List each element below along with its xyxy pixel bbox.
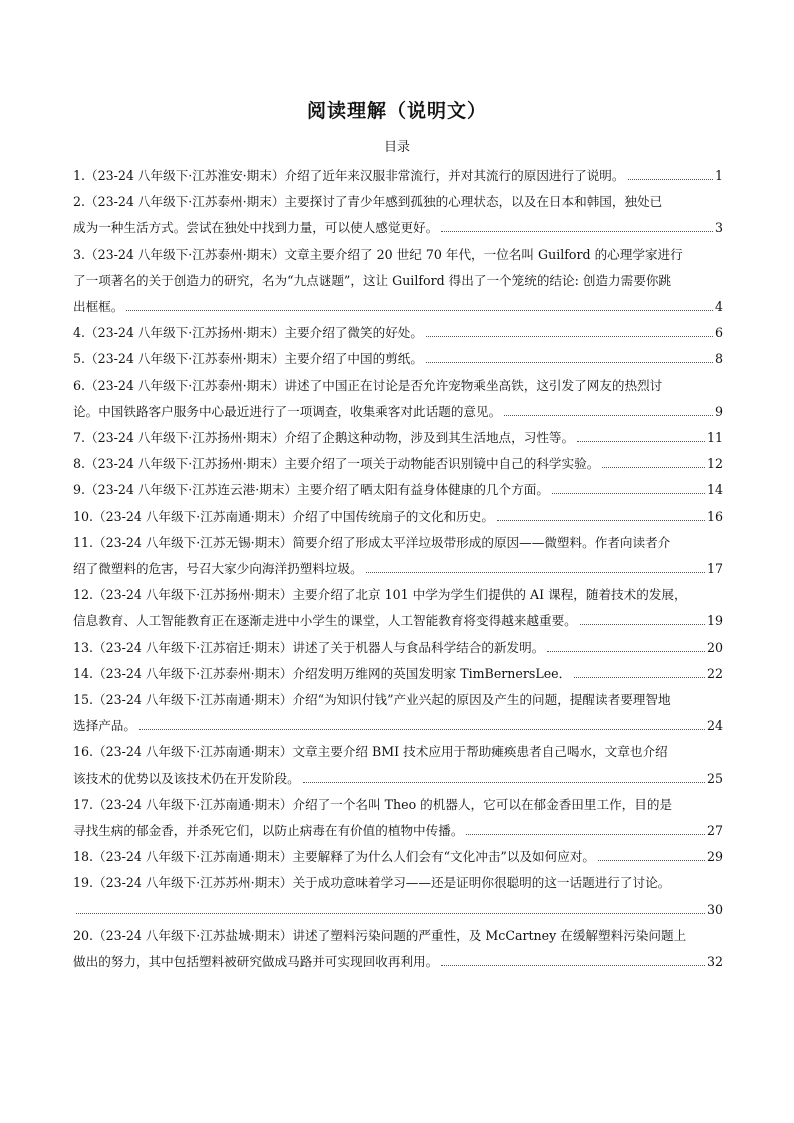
toc-entry-text: 12.（23-24 八年级下·江苏扬州·期末）主要介绍了北京 101 中学为学生们提供的 AI 课程，随着技术的发展， xyxy=(73,587,687,603)
toc-entry-line xyxy=(73,923,723,949)
toc-entry-text: 13.（23-24 八年级下·江苏宿迁·期末）讲述了关于机器人与食品科学结合的新发明。 xyxy=(73,639,545,655)
toc-entry-text: 做出的努力，其中包括塑料被研究做成马路并可实现回收再利用。 xyxy=(73,954,439,970)
page-title: 阅读理解（说明文） xyxy=(306,100,487,122)
toc-entry-line xyxy=(73,687,723,713)
toc-page-number: 24 xyxy=(706,718,723,734)
toc-entry[interactable] xyxy=(73,844,723,870)
dot-leader xyxy=(366,572,705,573)
toc-entry-text: 绍了微塑料的危害，号召大家少向海洋扔塑料垃圾。 xyxy=(73,561,363,577)
toc-page-number: 16 xyxy=(706,508,723,524)
toc-entry-line xyxy=(73,635,723,661)
toc-entry-line xyxy=(73,530,723,556)
toc-entry-text: 1.（23-24 八年级下·江苏淮安·期末）介绍了近年来汉服非常流行，并对其流行的原因进行了说明。 xyxy=(73,168,625,183)
toc-entry-text: 9.（23-24 八年级下·江苏连云港·期末）主要介绍了晒太阳有益身体健康的几个方面。 xyxy=(73,482,549,498)
toc-entry-line xyxy=(73,582,723,608)
toc-heading: 目录 xyxy=(383,140,410,155)
dot-leader xyxy=(426,336,713,337)
toc-entry[interactable] xyxy=(73,530,723,582)
toc-page-number: 3 xyxy=(714,220,723,236)
toc-entry-line xyxy=(73,451,723,477)
toc-entry-line xyxy=(73,556,723,582)
toc-entry-line xyxy=(73,949,723,975)
toc-entry-line xyxy=(73,844,723,870)
toc-entry[interactable] xyxy=(73,504,723,530)
toc-entry-line xyxy=(73,294,723,320)
toc-entry-text: 17.（23-24 八年级下·江苏南通·期末）介绍了一个名叫 Theo 的机器人，它可以在郁金香田里工作，目的是 xyxy=(73,796,673,812)
toc-page-number: 19 xyxy=(706,613,723,629)
dot-leader xyxy=(76,913,705,914)
toc-entry-text: 成为一种生活方式。尝试在独处中找到力量，可以使人感觉更好。 xyxy=(73,220,439,236)
toc-entry-line xyxy=(73,189,723,215)
toc-entry-line xyxy=(73,215,723,241)
toc-entry-text: 了一项著名的关于创造力的研究，名为“九点谜题”，这让 Guilford 得出了一个笼统的结论: 创造力需要你跳 xyxy=(73,272,672,288)
toc-entry-text: 20.（23-24 八年级下·江苏盐城·期末）讲述了塑料污染问题的严重性，及 McCartney 在缓解塑料污染问题上 xyxy=(73,927,687,943)
toc-page-number: 30 xyxy=(706,901,723,917)
toc-entry-line xyxy=(73,792,723,818)
toc-entry-line xyxy=(73,897,723,923)
toc-entry-text: 18.（23-24 八年级下·江苏南通·期末）主要解释了为什么人们会有“文化冲击”以及如何应对。 xyxy=(73,849,596,865)
toc-entry-line xyxy=(73,870,723,896)
toc-entry-text: 该技术的优势以及该技术仍在开发阶段。 xyxy=(73,770,300,786)
dot-leader xyxy=(441,231,713,232)
table-of-contents xyxy=(73,163,723,975)
toc-entry-text: 19.（23-24 八年级下·江苏苏州·期末）关于成功意味着学习——还是证明你很聪明的这一话题进行了讨论。 xyxy=(73,875,671,891)
toc-entry-text: 3.（23-24 八年级下·江苏泰州·期末）文章主要介绍了 20 世纪 70 年代，一位名叫 Guilford 的心理学家进行 xyxy=(73,246,683,262)
toc-entry[interactable] xyxy=(73,923,723,975)
dot-leader xyxy=(602,467,705,468)
toc-entry[interactable] xyxy=(73,687,723,739)
toc-entry-line xyxy=(73,242,723,268)
toc-entry-line xyxy=(73,373,723,399)
dot-leader xyxy=(628,179,713,180)
toc-entry[interactable] xyxy=(73,451,723,477)
dot-leader xyxy=(574,677,705,678)
toc-entry-text: 寻找生病的郁金香，并杀死它们，以防止病毒在有价值的植物中传播。 xyxy=(73,823,464,839)
toc-page-number: 6 xyxy=(714,325,723,341)
toc-page-number: 22 xyxy=(706,665,723,681)
toc-page-number: 4 xyxy=(714,299,723,315)
toc-entry-text: 10.（23-24 八年级下·江苏南通·期末）介绍了中国传统扇子的文化和历史。 xyxy=(73,508,494,524)
toc-entry[interactable] xyxy=(73,373,723,425)
toc-page-number: 32 xyxy=(706,954,723,970)
dot-leader xyxy=(497,520,705,521)
toc-page-number: 9 xyxy=(714,403,723,419)
dot-leader xyxy=(504,415,713,416)
dot-leader xyxy=(126,310,713,311)
toc-entry[interactable] xyxy=(73,189,723,241)
toc-entry-text: 信息教育、人工智能教育正在逐渐走进中小学生的课堂，人工智能教育将变得越来越重要。 xyxy=(73,613,577,629)
toc-page-number: 27 xyxy=(706,823,723,839)
toc-entry-line xyxy=(73,608,723,634)
toc-entry-line xyxy=(73,268,723,294)
toc-entry-text: 14.（23-24 八年级下·江苏泰州·期末）介绍发明万维网的英国发明家 TimBernersLee． xyxy=(73,665,572,681)
toc-page-number: 11 xyxy=(706,430,723,446)
toc-entry-text: 论。中国铁路客户服务中心最近进行了一项调查，收集乘客对此话题的意见。 xyxy=(73,403,502,419)
dot-leader xyxy=(577,441,705,442)
toc-entry-text: 选择产品。 xyxy=(73,718,136,734)
toc-entry-line xyxy=(73,661,723,687)
toc-entry-text: 4.（23-24 八年级下·江苏扬州·期末）主要介绍了微笑的好处。 xyxy=(73,325,423,341)
toc-entry[interactable] xyxy=(73,163,723,189)
toc-page-number: 17 xyxy=(706,561,723,577)
toc-page-number: 20 xyxy=(706,639,723,655)
toc-page-number: 1 xyxy=(714,168,723,183)
toc-entry[interactable] xyxy=(73,346,723,372)
toc-entry-text: 16.（23-24 八年级下·江苏南通·期末）文章主要介绍 BMI 技术应用于帮助瘫痪患者自己喝水，文章也介绍 xyxy=(73,744,668,760)
toc-entry-line xyxy=(73,739,723,765)
toc-entry[interactable] xyxy=(73,661,723,687)
toc-page-number: 8 xyxy=(714,351,723,367)
toc-entry-text: 11.（23-24 八年级下·江苏无锡·期末）简要介绍了形成太平洋垃圾带形成的原因——微塑料。作者向读者介 xyxy=(73,534,671,550)
dot-leader xyxy=(139,729,705,730)
dot-leader xyxy=(426,362,713,363)
toc-entry-text: 出框框。 xyxy=(73,299,124,315)
dot-leader xyxy=(441,965,705,966)
dot-leader xyxy=(598,860,705,861)
toc-entry-text: 2.（23-24 八年级下·江苏泰州·期末）主要探讨了青少年感到孤独的心理状态，以及在日本和韩国，独处已 xyxy=(73,194,663,210)
toc-entry-line xyxy=(73,477,723,503)
dot-leader xyxy=(547,651,705,652)
toc-entry-line xyxy=(73,504,723,530)
dot-leader xyxy=(466,834,705,835)
toc-entry-text: 7.（23-24 八年级下·江苏扬州·期末）介绍了企鹅这种动物，涉及到其生活地点，习性等。 xyxy=(73,430,575,446)
toc-entry-line xyxy=(73,713,723,739)
toc-entry-line xyxy=(73,346,723,372)
toc-entry-line xyxy=(73,320,723,346)
toc-entry[interactable] xyxy=(73,792,723,844)
dot-leader xyxy=(580,624,705,625)
toc-entry[interactable] xyxy=(73,477,723,503)
toc-entry[interactable] xyxy=(73,739,723,791)
toc-entry[interactable] xyxy=(73,242,723,321)
dot-leader xyxy=(552,493,705,494)
toc-entry-line xyxy=(73,766,723,792)
toc-entry[interactable] xyxy=(73,320,723,346)
toc-entry-text: 8.（23-24 八年级下·江苏扬州·期末）主要介绍了一项关于动物能否识别镜中自己的科学实验。 xyxy=(73,456,600,472)
toc-page-number: 25 xyxy=(706,770,723,786)
toc-page-number: 12 xyxy=(706,456,723,472)
toc-entry-line xyxy=(73,818,723,844)
toc-entry-text: 15.（23-24 八年级下·江苏南通·期末）介绍“为知识付钱”产业兴起的原因及产生的问题，提醒读者要理智地 xyxy=(73,692,671,708)
toc-entry-line xyxy=(73,163,723,189)
toc-entry[interactable] xyxy=(73,582,723,634)
toc-entry-line xyxy=(73,425,723,451)
toc-entry[interactable] xyxy=(73,635,723,661)
toc-page-number: 14 xyxy=(706,482,723,498)
toc-entry-line xyxy=(73,399,723,425)
toc-entry[interactable] xyxy=(73,870,723,922)
toc-entry-text: 6.（23-24 八年级下·江苏泰州·期末）讲述了中国正在讨论是否允许宠物乘坐高铁，这引发了网友的热烈讨 xyxy=(73,377,663,393)
dot-leader xyxy=(303,782,705,783)
toc-entry[interactable] xyxy=(73,425,723,451)
toc-entry-text: 5.（23-24 八年级下·江苏泰州·期末）主要介绍了中国的剪纸。 xyxy=(73,351,423,367)
toc-page-number: 29 xyxy=(706,849,723,865)
